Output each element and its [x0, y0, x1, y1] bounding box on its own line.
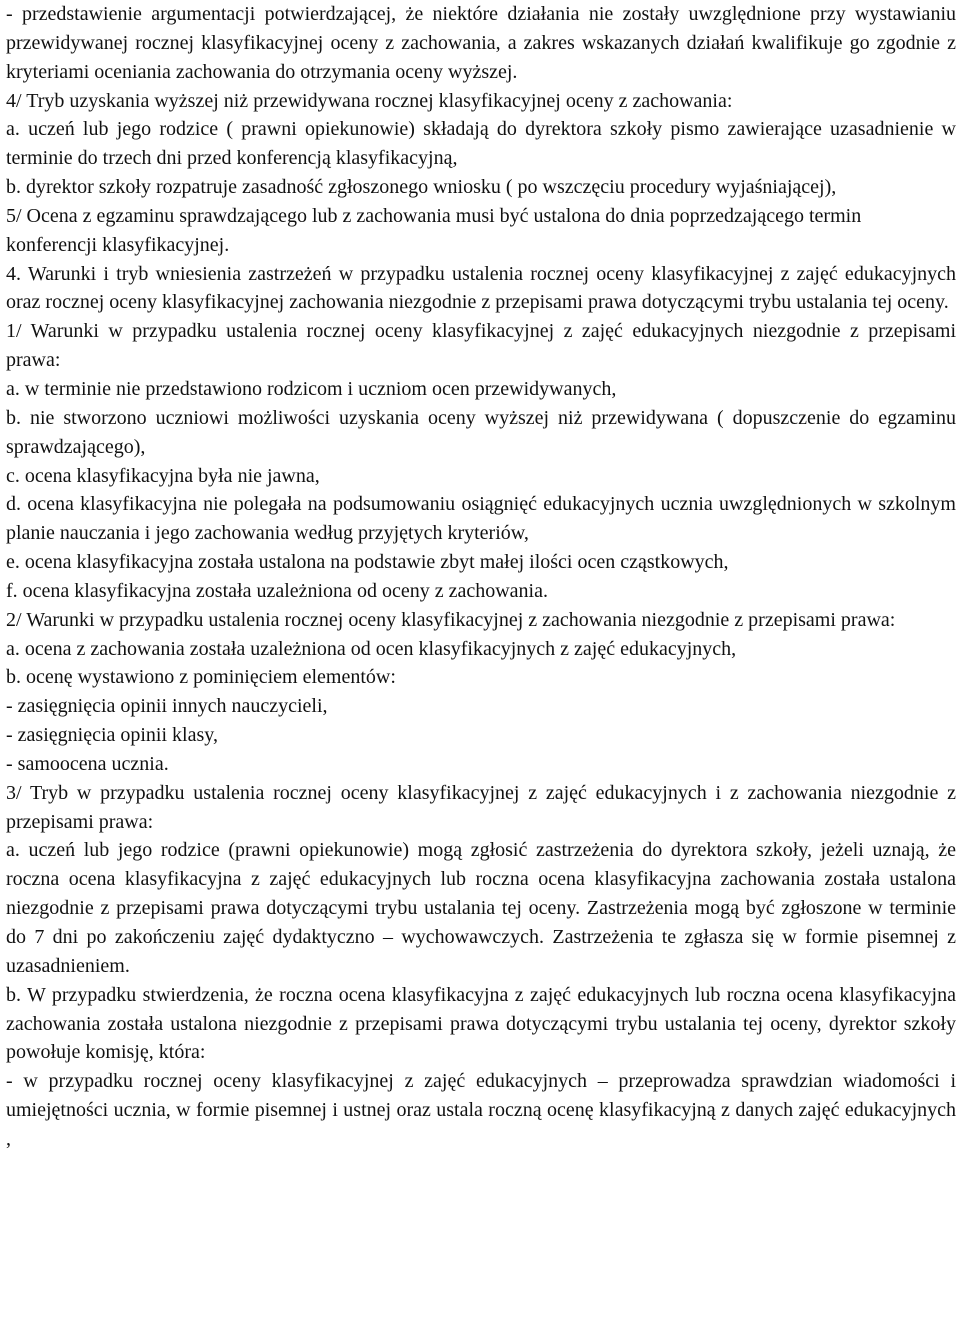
list-item-a: a. ocena z zachowania została uzależniona od ocen klasyfikacyjnych z zajęć edukacyjnych,: [6, 637, 737, 660]
dash-item: - zasięgnięcia opinii klasy,: [6, 724, 218, 747]
subsection-heading-1: 1/ Warunki w przypadku ustalenia rocznej oceny klasyfikacyjnej z zajęć edukacyjnych niezgodnie z przepisami prawa:: [6, 320, 956, 372]
section-heading-4: 4. Warunki i tryb wniesienia zastrzeżeń w przypadku ustalenia rocznej oceny klasyfikacyjnej z zajęć edukacyjnych oraz rocznej oceny klasyfikacyjnej zachowania niezgodnie z przepisami prawa dotyczącymi trybu ustalania tej oceny.: [6, 262, 956, 314]
subsection-heading-2: 2/ Warunki w przypadku ustalenia rocznej oceny klasyfikacyjnej z zachowania niezgodnie z przepisami prawa:: [6, 608, 896, 631]
subsection-heading-3: 3/ Tryb w przypadku ustalenia rocznej oceny klasyfikacyjnej z zajęć edukacyjnych i z zachowania niezgodnie z przepisami prawa:: [6, 781, 956, 833]
paragraph-argumentation: - przedstawienie argumentacji potwierdzającej, że niektóre działania nie zostały uwzględnione przy wystawianiu przewidywanej rocznej klasyfikacyjnej oceny z zachowania, a zakres wskazanych działań kwalifikuje go zgodnie z kryteriami oceniania zachowania do otrzymania oceny wyższej.: [6, 3, 956, 83]
dash-item: - samoocena ucznia.: [6, 752, 169, 775]
list-item-a: a. w terminie nie przedstawiono rodzicom i uczniom ocen przewidywanych,: [6, 377, 617, 400]
list-item-b: b. ocenę wystawiono z pominięciem elementów:: [6, 666, 396, 689]
list-item-b: b. dyrektor szkoły rozpatruje zasadność zgłoszonego wniosku ( po wszczęciu procedury wyjaśniającej),: [6, 176, 837, 199]
heading-tryb-zachowanie: 4/ Tryb uzyskania wyższej niż przewidywana rocznej klasyfikacyjnej oceny z zachowania:: [6, 89, 733, 112]
dash-item: - zasięgnięcia opinii innych nauczycieli,: [6, 695, 328, 718]
list-item-f: f. ocena klasyfikacyjna została uzależniona od oceny z zachowania.: [6, 579, 548, 602]
paragraph-point-5: 5/ Ocena z egzaminu sprawdzającego lub z zachowania musi być ustalona do dnia poprzedzającego termin konferencji klasyfikacyjnej.: [6, 204, 862, 256]
list-item-e: e. ocena klasyfikacyjna została ustalona na podstawie zbyt małej ilości ocen cząstkowych,: [6, 551, 729, 574]
list-item-c: c. ocena klasyfikacyjna była nie jawna,: [6, 464, 320, 487]
list-item-a: a. uczeń lub jego rodzice (prawni opiekunowie) mogą zgłosić zastrzeżenia do dyrektora szkoły, jeżeli uznają, że roczna ocena klasyfikacyjna z zajęć edukacyjnych lub roczna ocena klasyfikacyjna zachowania została ustalona niezgodnie z przepisami prawa dotyczącymi trybu ustalania tej oceny. Zastrzeżenia mogą być zgłoszone w terminie do 7 dni po zakończeniu zajęć dydaktyczno – wychowawczych. Zastrzeżenia te zgłasza się w formie pisemnej z uzasadnieniem.: [6, 839, 956, 977]
list-item-b: b. W przypadku stwierdzenia, że roczna ocena klasyfikacyjna z zajęć edukacyjnych lub roczna ocena klasyfikacyjna zachowania została ustalona niezgodnie z przepisami prawa dotyczącymi trybu ustalania tej oceny, dyrektor szkoły powołuje komisję, która:: [6, 983, 956, 1064]
list-item-a: a. uczeń lub jego rodzice ( prawni opiekunowie) składają do dyrektora szkoły pismo zawierające uzasadnienie w terminie do trzech dni przed konferencją klasyfikacyjną,: [6, 118, 956, 170]
list-item-d: d. ocena klasyfikacyjna nie polegała na podsumowaniu osiągnięć edukacyjnych ucznia uwzględnionych w szkolnym planie nauczania i jego zachowania według przyjętych kryteriów,: [6, 493, 956, 545]
dash-item: - w przypadku rocznej oceny klasyfikacyjnej z zajęć edukacyjnych – przeprowadza sprawdzian wiadomości i umiejętności ucznia, w formie pisemnej i ustnej oraz ustala roczną ocenę klasyfikacyjną z danych zajęć edukacyjnych ,: [6, 1070, 956, 1150]
list-item-b: b. nie stworzono uczniowi możliwości uzyskania oceny wyższej niż przewidywana ( dopuszczenie do egzaminu sprawdzającego),: [6, 406, 956, 458]
